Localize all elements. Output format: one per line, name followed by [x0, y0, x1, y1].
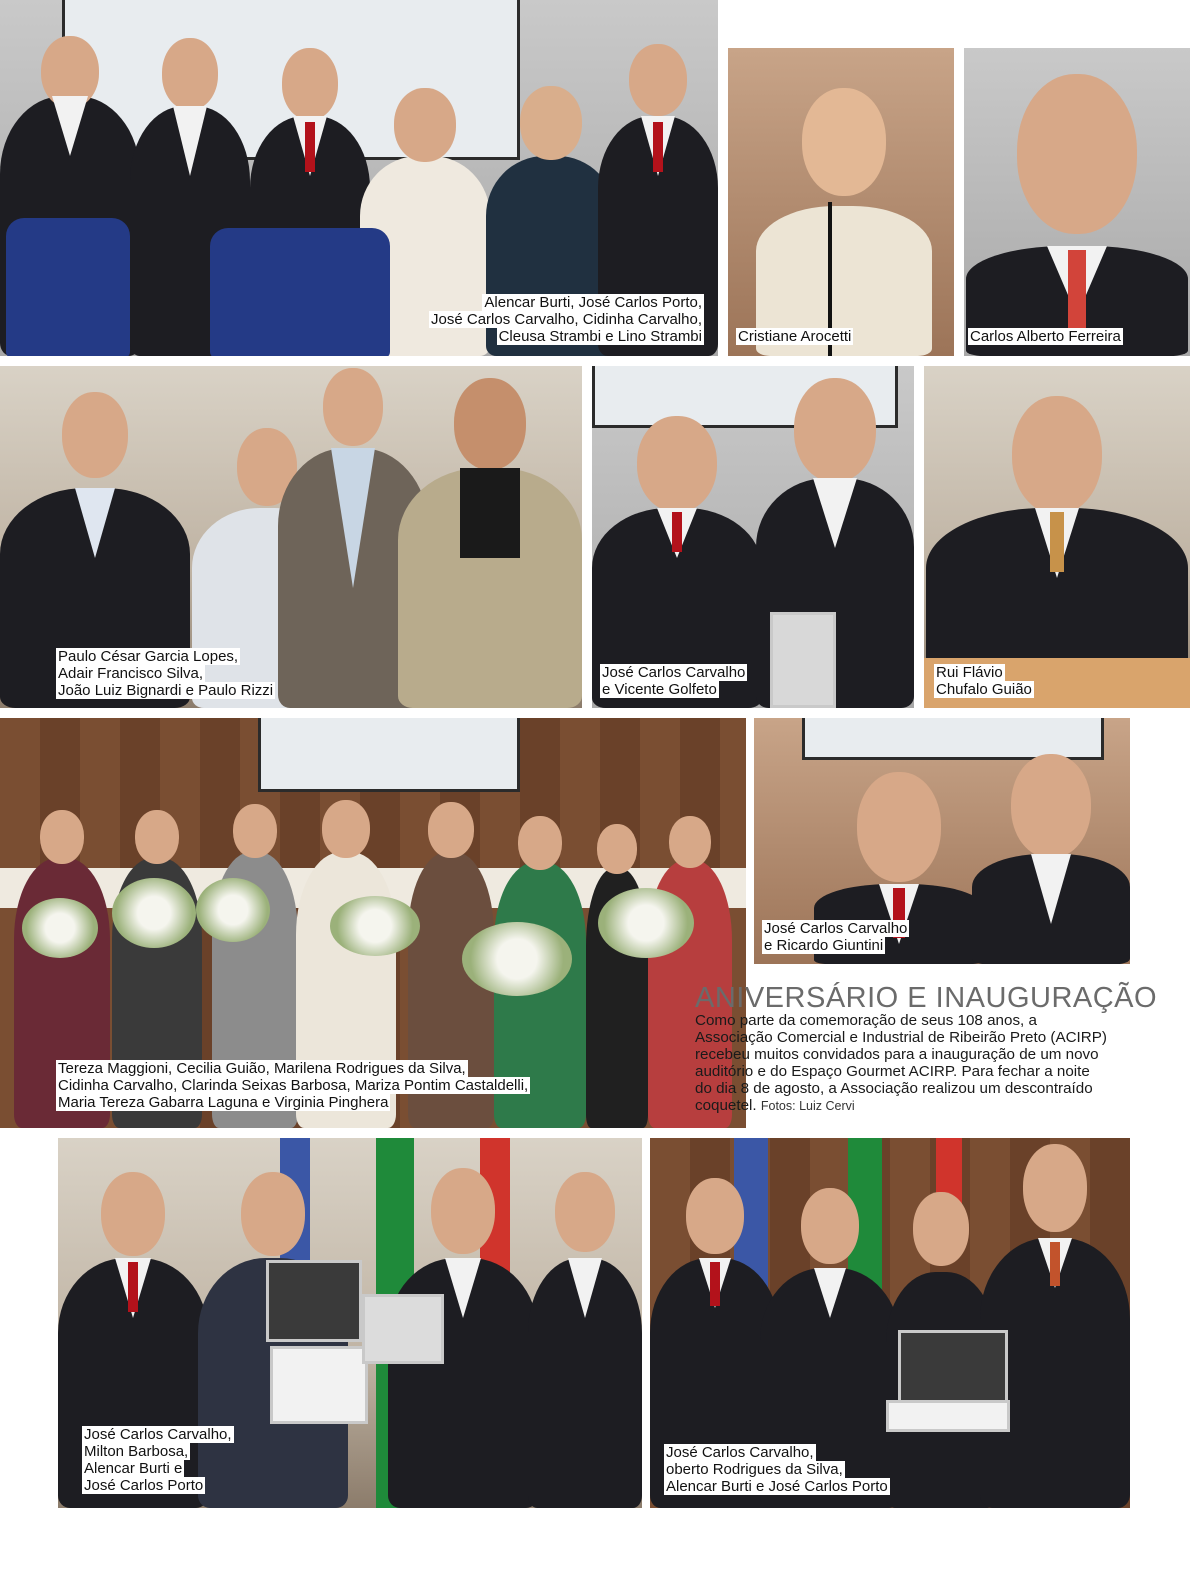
- photo-two-men: [754, 718, 1130, 964]
- photo-caption: Carlos Alberto Ferreira: [970, 328, 1121, 345]
- flower-bouquet: [112, 878, 196, 948]
- plaque: [266, 1260, 362, 1342]
- projection-screen: [258, 718, 520, 792]
- blue-chair: [6, 218, 130, 356]
- photo-speaker-woman: [728, 48, 954, 356]
- photo-caption: Paulo César Garcia Lopes, Adair Francisco Silva, João Luiz Bignardi e Paulo Rizzi: [58, 648, 274, 699]
- photo-cocktail-group: [0, 366, 582, 708]
- certificate: [886, 1400, 1010, 1432]
- photo-caption: Cristiane Arocetti: [738, 328, 852, 345]
- flower-bouquet: [22, 898, 98, 958]
- plaque: [898, 1330, 1008, 1408]
- photo-caption: Alencar Burti, José Carlos Porto, José Carlos Carvalho, Cidinha Carvalho, Cleusa Strambi e Lino Strambi: [431, 294, 702, 345]
- photo-plaque-presentation-1: [58, 1138, 642, 1508]
- photo-portrait-man: [964, 48, 1190, 356]
- photo-honorees-flowers: [0, 718, 746, 1128]
- plaque: [362, 1294, 444, 1364]
- photo-caption: José Carlos Carvalho e Vicente Golfeto: [602, 664, 746, 698]
- photo-caption: Tereza Maggioni, Cecilia Guião, Marilena Rodrigues da Silva, Cidinha Carvalho, Clarinda Seixas Barbosa, Mariza Pontim Castaldelli, Maria Tereza Gabarra Laguna e Virginia Pinghera: [58, 1060, 529, 1111]
- flower-bouquet: [196, 878, 270, 942]
- person-silhouette: [528, 1258, 642, 1508]
- person-silhouette: [972, 854, 1130, 964]
- photo-group-stage: [0, 0, 718, 356]
- photo-podium-speaker: [924, 366, 1190, 708]
- flower-bouquet: [330, 896, 420, 956]
- article-body-text: Como parte da comemoração de seus 108 anos, a Associação Comercial e Industrial de Ribeirão Preto (ACIRP) recebeu muitos convidados para a inauguração de um novo auditório e do Espaço Gourmet ACIRP. Para fechar a noite do dia 8 de agosto, a Associação realizou um descontraído coquetel.: [695, 1012, 1107, 1114]
- flower-bouquet: [462, 922, 572, 996]
- plaque: [770, 612, 836, 708]
- article-heading: ANIVERSÁRIO E INAUGURAÇÃO: [695, 982, 1158, 1014]
- photo-caption: José Carlos Carvalho e Ricardo Giuntini: [764, 920, 908, 954]
- person-silhouette: [398, 468, 582, 708]
- article-body: [695, 1012, 1110, 1115]
- photo-caption: José Carlos Carvalho, oberto Rodrigues da Silva, Alencar Burti e José Carlos Porto: [666, 1444, 888, 1495]
- photo-caption: José Carlos Carvalho, Milton Barbosa, Alencar Burti e José Carlos Porto: [84, 1426, 232, 1494]
- photo-plaque-presentation-2: [650, 1138, 1130, 1508]
- photo-greeting: [592, 366, 914, 708]
- flower-bouquet: [598, 888, 694, 958]
- photo-credit: Fotos: Luiz Cervi: [760, 1099, 855, 1113]
- certificate: [270, 1346, 368, 1424]
- photo-caption: Rui Flávio Chufalo Guião: [936, 664, 1032, 698]
